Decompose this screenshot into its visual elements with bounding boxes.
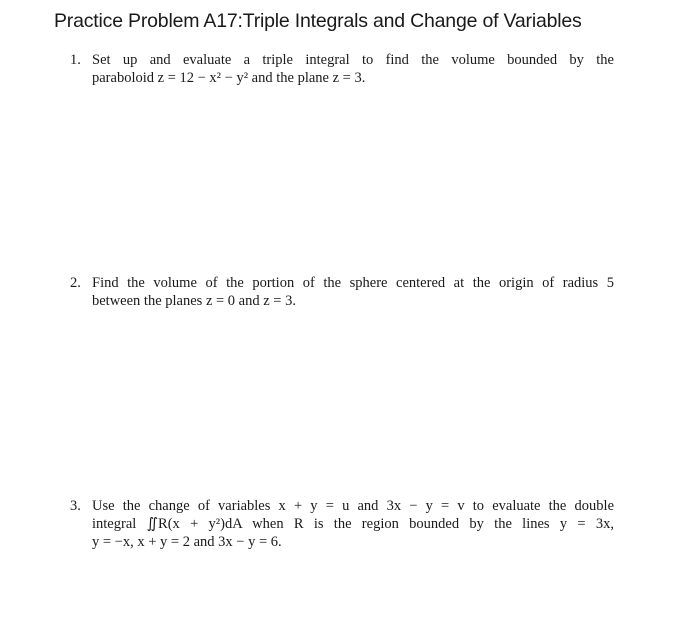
- problem-line: paraboloid z = 12 − x² − y² and the plane z = 3.: [92, 70, 366, 86]
- problem-number: 1.: [70, 52, 81, 68]
- problem-number: 3.: [70, 498, 81, 514]
- problem-2: [70, 274, 614, 310]
- problem-text: [92, 51, 614, 87]
- problem-text: [92, 274, 614, 310]
- problem-number: 2.: [70, 275, 81, 291]
- problem-1: [70, 51, 614, 87]
- problem-text: [92, 497, 614, 551]
- problem-line: Set up and evaluate a triple integral to find the volume bounded by the: [92, 52, 614, 68]
- problem-line: Use the change of variables x + y = u and 3x − y = v to evaluate the double: [92, 498, 614, 514]
- problem-line: y = −x, x + y = 2 and 3x − y = 6.: [92, 534, 282, 550]
- problem-line: integral ∬R(x + y²)dA when R is the region bounded by the lines y = 3x,: [92, 516, 614, 532]
- problem-3: [70, 497, 614, 551]
- problem-line: between the planes z = 0 and z = 3.: [92, 293, 296, 309]
- problem-line: Find the volume of the portion of the sphere centered at the origin of radius 5: [92, 275, 614, 291]
- page-title: Practice Problem A17:Triple Integrals and Change of Variables: [54, 10, 582, 32]
